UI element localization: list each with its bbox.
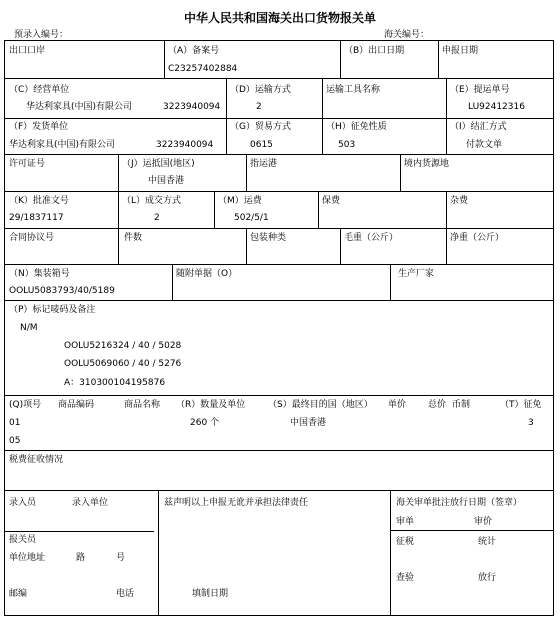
divider (4, 264, 554, 265)
goods-header-price: 单价 (388, 400, 407, 410)
export-date-label: （B）出口日期 (344, 46, 405, 56)
freight-value: 502/5/1 (234, 213, 269, 223)
review-label: 审单 (396, 517, 415, 527)
declare-date-label: 申报日期 (442, 46, 479, 56)
trade-value: 0615 (250, 140, 273, 150)
cell-border (390, 490, 391, 616)
cell-border (164, 40, 165, 78)
pre-entry-no-label: 预录入编号： (14, 30, 69, 40)
goods-item-no: 05 (9, 436, 21, 446)
goods-dest: 中国香港 (290, 418, 327, 428)
net-weight-label: 净重（公斤） (450, 233, 505, 243)
cell-border (246, 228, 247, 264)
gross-weight-label: 毛重（公斤） (344, 233, 399, 243)
goods-header-name: 商品名称 (124, 400, 161, 410)
cell-border (246, 154, 247, 191)
record-no-label: （A）备案号 (168, 46, 220, 56)
pieces-label: 件数 (124, 233, 143, 243)
settle-value: 付款文单 (466, 140, 503, 150)
settle-label: （I）结汇方式 (450, 122, 507, 132)
unit-address-label: 单位地址 (9, 553, 46, 563)
customs-approval-label: 海关审单批注放行日期（签章） (396, 498, 523, 508)
approval-no-value: 29/1837117 (9, 213, 64, 223)
divider (4, 490, 554, 491)
deal-label: （L）成交方式 (122, 196, 182, 206)
cell-border (390, 264, 391, 300)
container-value: OOLU5083793/40/5189 (9, 286, 115, 296)
entry-unit-label: 录入单位 (72, 498, 109, 508)
export-port-label: 出口口岸 (9, 46, 46, 56)
cell-border (118, 228, 119, 264)
operator-label: （C）经营单位 (9, 85, 70, 95)
bill-label: （E）提运单号 (450, 85, 510, 95)
goods-item-no: 01 (9, 418, 21, 428)
phone-label: 电话 (116, 589, 135, 599)
form-title: 中华人民共和国海关出口货物报关单 (183, 11, 376, 25)
shipper-code: 3223940094 (156, 140, 214, 150)
operator-value: 华达利家具(中国)有限公司 (26, 102, 133, 112)
divider (4, 300, 554, 301)
cell-border (214, 191, 215, 228)
divider (4, 78, 554, 79)
goods-header-total: 总价 (428, 400, 447, 410)
shipper-value: 华达利家具(中国)有限公司 (9, 140, 116, 150)
declaration-text: 兹声明以上申报无讹并承担法律责任 (164, 498, 309, 508)
misc-label: 杂费 (450, 196, 469, 206)
divider (4, 118, 554, 119)
cell-border (446, 191, 447, 228)
inspect-label: 查验 (396, 573, 415, 583)
cell-border (340, 40, 341, 78)
road-label: 路 (76, 553, 86, 563)
goods-qty: 260 个 (190, 418, 220, 428)
approval-no-label: （K）批准文号 (9, 196, 69, 206)
fill-date-label: 填制日期 (192, 589, 229, 599)
marks-line: OOLU5216324 / 40 / 5028 (64, 341, 182, 351)
goods-header-qty: （R）数量及单位 (176, 400, 246, 410)
transport-value: 2 (256, 102, 262, 112)
declarant-label: 报关员 (9, 535, 37, 545)
customs-no-label: 海关编号： (384, 30, 430, 40)
cell-border (340, 228, 341, 264)
origin-place-label: 境内货源地 (404, 159, 450, 169)
contract-label: 合同协议号 (9, 233, 55, 243)
marks-line: OOLU5069060 / 40 / 5276 (64, 359, 182, 369)
cell-border (172, 264, 173, 300)
dest-country-value: 中国香港 (148, 176, 185, 186)
goods-header-levy: （T）征免 (500, 400, 542, 410)
postcode-label: 邮编 (9, 589, 28, 599)
cell-border (446, 228, 447, 264)
cell-border (226, 78, 227, 154)
levy-type-value: 503 (338, 140, 356, 150)
cell-border (446, 78, 447, 154)
stats-label: 统计 (478, 537, 497, 547)
entry-clerk-label: 录入员 (9, 498, 37, 508)
marks-label: （P）标记唛码及备注 (9, 305, 96, 315)
dest-port-label: 指运港 (250, 159, 278, 169)
release-label: 放行 (478, 573, 497, 583)
shipper-label: （F）发货单位 (9, 122, 69, 132)
cell-border (118, 191, 119, 228)
levy-label: 征税 (396, 537, 415, 547)
record-no-value: C23257402884 (168, 64, 238, 74)
goods-header-currency: 币制 (452, 400, 471, 410)
tax-label: 税费征收情况 (9, 455, 64, 465)
insurance-label: 保费 (322, 196, 341, 206)
vehicle-label: 运输工具名称 (326, 85, 381, 95)
bill-value: LU92412316 (468, 102, 525, 112)
divider (390, 530, 554, 531)
docs-label: 随附单据（O） (176, 269, 238, 279)
goods-header-dest: （S）最终目的国（地区） (268, 400, 373, 410)
container-label: （N）集装箱号 (9, 269, 70, 279)
divider (4, 395, 554, 396)
cell-border (438, 40, 439, 78)
goods-header-item: (Q)项号 (9, 400, 42, 410)
manufacturer-label: 生产厂家 (398, 269, 435, 279)
cell-border (158, 490, 159, 616)
freight-label: （M）运费 (218, 196, 262, 206)
number-label: 号 (116, 553, 126, 563)
marks-line: A：310300104195876 (64, 378, 166, 388)
deal-value: 2 (154, 213, 160, 223)
packing-label: 包装种类 (250, 233, 287, 243)
divider (4, 154, 554, 155)
dest-country-label: （J）运抵国(地区) (122, 159, 195, 169)
cell-border (400, 154, 401, 191)
price-review-label: 审价 (474, 517, 493, 527)
divider (4, 191, 554, 192)
divider (4, 450, 554, 451)
cell-border (118, 154, 119, 191)
divider (4, 228, 554, 229)
cell-border (322, 78, 323, 154)
transport-label: （D）运输方式 (230, 85, 291, 95)
goods-header-code: 商品编码 (58, 400, 95, 410)
trade-label: （G）贸易方式 (230, 122, 291, 132)
divider (4, 531, 154, 532)
goods-levy: 3 (528, 418, 534, 428)
license-label: 许可证号 (9, 159, 46, 169)
operator-code: 3223940094 (163, 102, 221, 112)
levy-type-label: （H）征免性质 (326, 122, 387, 132)
cell-border (318, 191, 319, 228)
marks-line: N/M (20, 323, 38, 333)
